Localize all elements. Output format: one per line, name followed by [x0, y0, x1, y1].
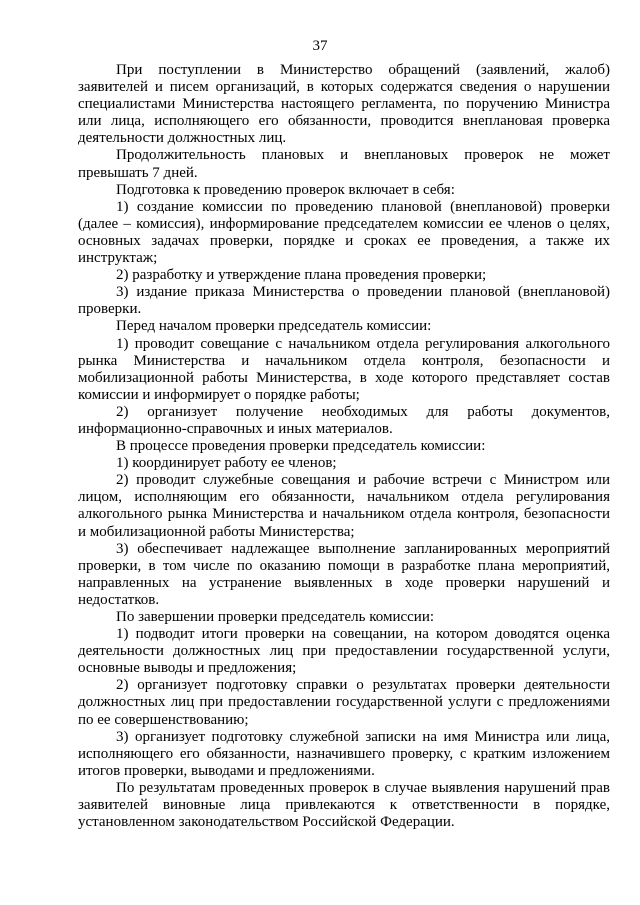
paragraph: 3) издание приказа Министерства о проведении плановой (внеплановой) проверки.: [78, 284, 610, 318]
paragraph: 2) организует подготовку справки о результатах проверки деятельности должностных лиц при предоставлении государственной услуги с предложениями по ее совершенствованию;: [78, 677, 610, 728]
page-body: [78, 62, 610, 831]
paragraph: По завершении проверки председатель комиссии:: [116, 609, 435, 625]
paragraph: Подготовка к проведению проверок включает в себя:: [116, 181, 455, 198]
paragraph: 2) разработку и утверждение плана проведения проверки;: [116, 267, 487, 284]
paragraph: При поступлении в Министерство обращений (заявлений, жалоб) заявителей и писем организаций, в которых содержатся сведения о нарушении специалистами Министерства настоящего регламента, по поручению Министра или лица, исполняющего его обязанности, проводится внеплановая проверка деятельности должностных лиц.: [78, 62, 610, 147]
paragraph: 1) подводит итоги проверки на совещании, на котором доводятся оценка деятельности должностных лиц при предоставлении государственной услуги, основные выводы и предложения;: [78, 626, 610, 677]
paragraph: Перед началом проверки председатель комиссии:: [116, 318, 432, 335]
page-number: 37: [312, 38, 328, 54]
paragraph: 1) создание комиссии по проведению плановой (внеплановой) проверки (далее – комиссия), информирование председателем комиссии ее членов о целях, основных задачах проверки, порядке и сроках ее проведения, а также их инструктаж;: [78, 198, 610, 267]
paragraph: Продолжительность плановых и внеплановых проверок не может превышать 7 дней.: [78, 147, 610, 181]
paragraph: 3) обеспечивает надлежащее выполнение запланированных мероприятий проверки, в том числе по оказанию помощи в разработке плана мероприятий, направленных на устранение выявленных в ходе проверки нарушений и недостатков.: [78, 540, 610, 608]
paragraph: 3) организует подготовку служебной записки на имя Министра или лица, исполняющего его обязанности, назначившего проверку, с кратким изложением итогов проверки, выводами и предложениями.: [78, 728, 610, 779]
paragraph: 2) организует получение необходимых для работы документов, информационно-справочных и иных материалов.: [78, 403, 610, 437]
paragraph: По результатам проведенных проверок в случае выявления нарушений прав заявителей виновные лица привлекаются к ответственности в порядке, установленном законодательством Российской Федерации.: [78, 779, 610, 831]
paragraph: В процессе проведения проверки председатель комиссии:: [116, 438, 486, 455]
paragraph: 2) проводит служебные совещания и рабочие встречи с Министром или лицом, исполняющим его обязанности, начальником отдела регулирования алкогольного рынка Министерства и начальником отдела контроля, безопасности и мобилизационной работы Министерства;: [78, 472, 610, 540]
paragraph: 1) проводит совещание с начальником отдела регулирования алкогольного рынка Министерства и начальником отдела контроля, безопасности и мобилизационной работы Министерства, в ходе которого представляет состав комиссии и информирует о порядке работы;: [78, 335, 610, 403]
paragraph: 1) координирует работу ее членов;: [116, 455, 337, 472]
